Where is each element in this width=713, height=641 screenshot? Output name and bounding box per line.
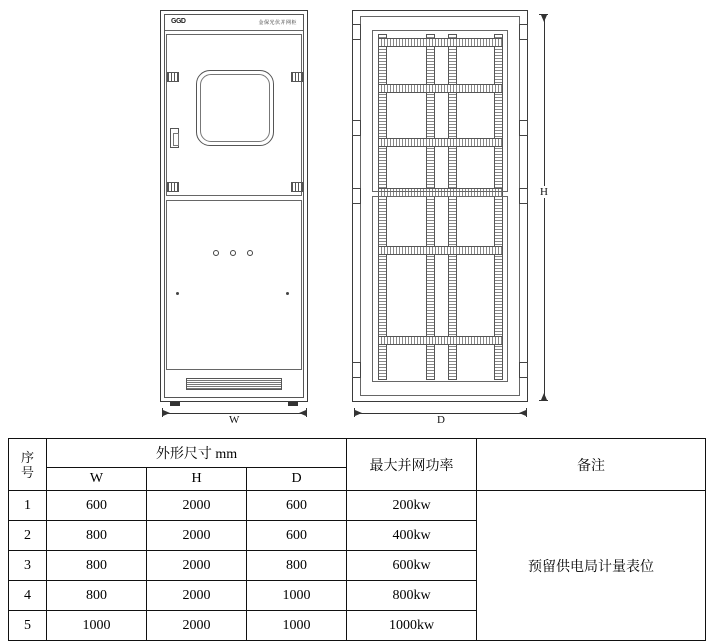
indicator-lamp-1 [213,250,219,256]
cell-power: 800kw [347,581,477,611]
height-dimension-line [544,14,545,400]
table-row [9,491,706,521]
cell-depth: 1000 [247,611,347,641]
cabinet-brand-row [165,15,303,31]
cell-seq: 2 [9,521,47,551]
cell-seq: 1 [9,491,47,521]
height-dim-tick-bottom [539,400,548,401]
cell-width: 800 [47,581,147,611]
specification-table-wrap [8,438,705,641]
door-window-inner [200,74,270,142]
width-dim-tick-right [306,408,307,417]
base-foot-left [170,402,180,406]
mounting-bracket-right-2 [519,120,528,136]
depth-dim-arrow-right [519,410,526,416]
header-dimensions: 外形尺寸 mm [47,439,347,468]
cell-width: 600 [47,491,147,521]
cell-height: 2000 [147,521,247,551]
internal-plate-upper [372,30,508,192]
mounting-bracket-left-4 [352,362,361,378]
cell-depth: 600 [247,521,347,551]
door-window [196,70,274,146]
height-dim-label: H [540,186,548,198]
cell-seq: 5 [9,611,47,641]
depth-dim-arrow-left [355,410,362,416]
height-dim-arrow-top [541,15,547,22]
cell-width: 1000 [47,611,147,641]
hinge-strip-right-top [291,72,303,82]
header-remark: 备注 [477,439,706,491]
header-sequence [9,439,47,491]
height-dim-arrow-bottom [541,393,547,400]
table-header-row-1 [9,439,706,468]
ventilation-louver [186,378,282,390]
cell-power: 1000kw [347,611,477,641]
width-dim-label: W [229,414,240,426]
lower-door-panel [166,200,302,370]
cell-power: 600kw [347,551,477,581]
cell-depth: 1000 [247,581,347,611]
cell-height: 2000 [147,551,247,581]
mounting-bracket-left-1 [352,24,361,40]
cell-remark: 预留供电局计量表位 [477,491,706,641]
base-foot-right [288,402,298,406]
specification-table [8,438,706,641]
indicator-lamp-2 [230,250,236,256]
cell-depth: 800 [247,551,347,581]
cell-depth: 600 [247,491,347,521]
cell-seq: 3 [9,551,47,581]
cell-power: 400kw [347,521,477,551]
cell-power: 200kw [347,491,477,521]
mounting-bracket-right-1 [519,24,528,40]
brand-logo: GGD [171,18,186,25]
mounting-bracket-left-2 [352,120,361,136]
hinge-strip-left-mid [167,182,179,192]
cell-height: 2000 [147,491,247,521]
brand-text: 金保光伏并网柜 [258,20,297,26]
door-handle [170,128,179,148]
cell-height: 2000 [147,581,247,611]
cabinet-internal-view [352,10,528,402]
header-sequence-line1: 序 [20,449,34,465]
cell-width: 800 [47,551,147,581]
cell-width: 800 [47,521,147,551]
cell-seq: 4 [9,581,47,611]
header-height: H [147,468,247,491]
header-sequence-line2: 号 [20,464,34,480]
header-max-power: 最大并网功率 [347,439,477,491]
depth-dim-tick-right [526,408,527,417]
header-depth: D [247,468,347,491]
cabinet-front-view [160,10,308,402]
header-width: W [47,468,147,491]
width-dim-arrow-left [163,410,170,416]
mounting-bracket-right-3 [519,188,528,204]
panel-screw-left [176,292,179,295]
mounting-bracket-right-4 [519,362,528,378]
depth-dim-label: D [437,414,445,426]
indicator-lamp-3 [247,250,253,256]
mounting-bracket-left-3 [352,188,361,204]
panel-screw-right [286,292,289,295]
hinge-strip-right-mid [291,182,303,192]
hinge-strip-left-top [167,72,179,82]
width-dim-arrow-right [299,410,306,416]
cell-height: 2000 [147,611,247,641]
internal-plate-lower [372,196,508,382]
